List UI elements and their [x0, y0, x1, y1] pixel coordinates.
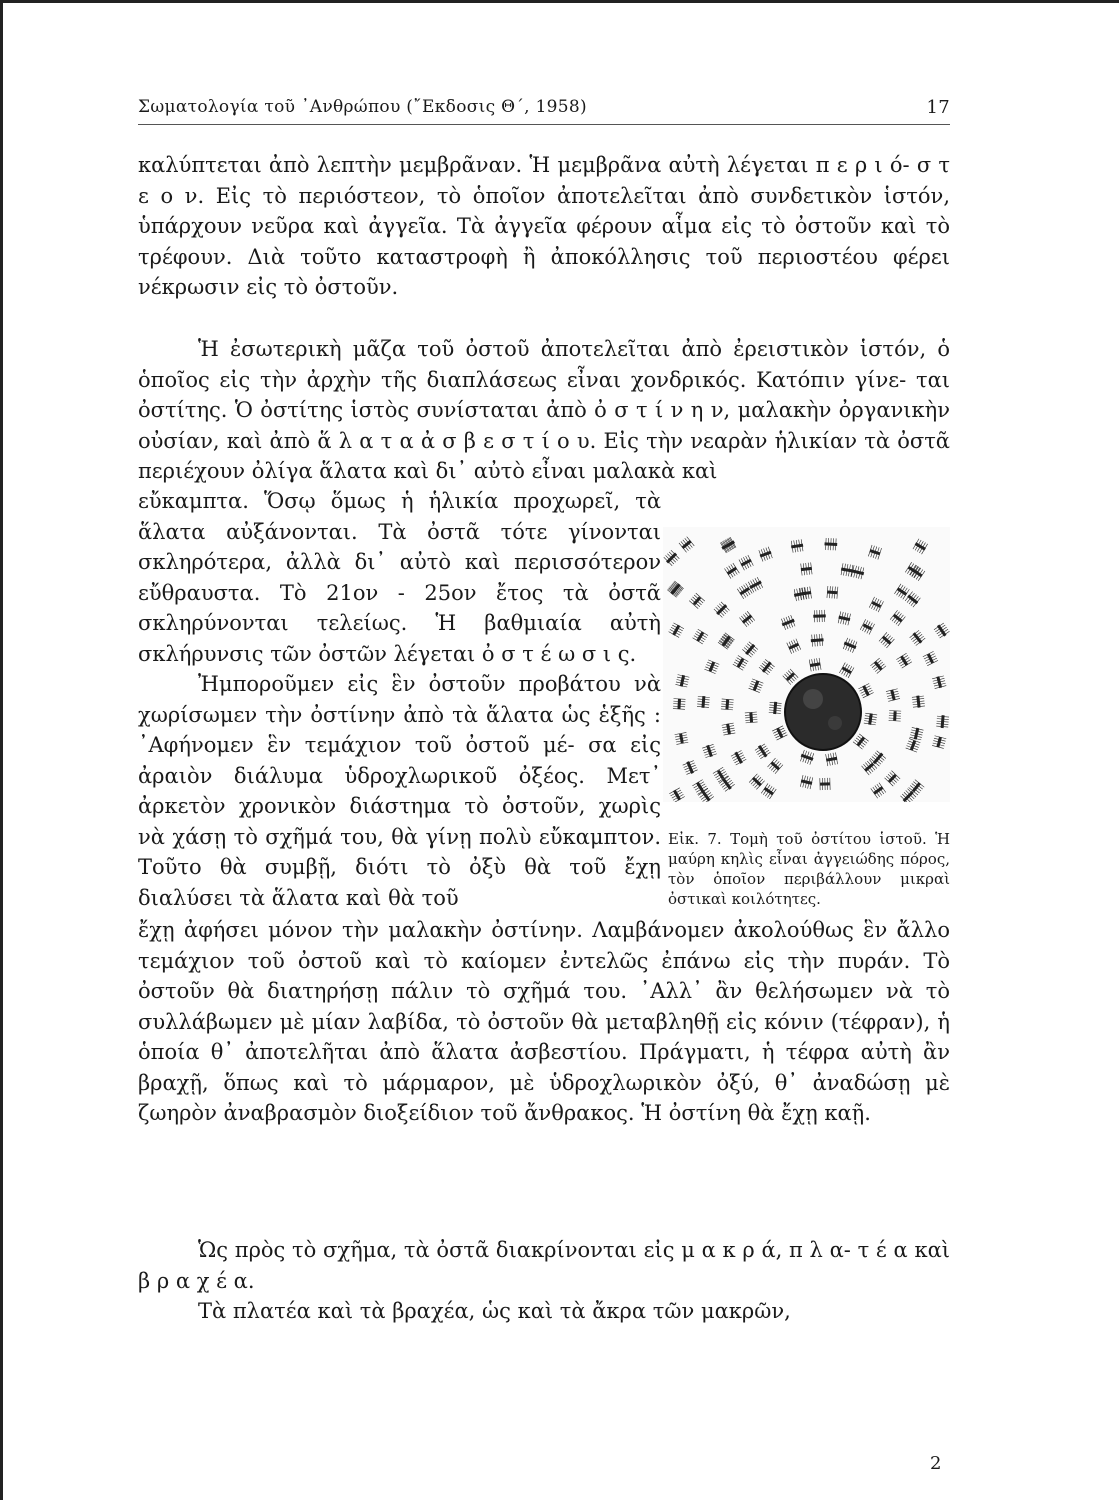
paragraph-flat-short: [138, 1296, 950, 1327]
paragraph-text: καλύπτεται ἀπὸ λεπτὴν μεμβρᾶναν. Ἡ μεμβρᾶνα αὐτὴ λέγεται π ε ρ ι ό- σ τ ε ο ν. Εἰς τὸ περιόστεον, τὸ ὁποῖον ἀποτελεῖται ἀπὸ συνδετικὸν ἱστόν, ὑπάρχουν νεῦρα καὶ ἀγγεῖα. Τὰ ἀγγεῖα φέρουν αἷμα εἰς τὸ ὀστοῦν καὶ τὸ τρέφουν. Διὰ τοῦτο καταστροφὴ ἢ ἀποκόλλησις τοῦ περιοστέου φέρει νέκρωσιν εἰς τὸ ὀστοῦν.: [138, 153, 950, 299]
paragraph-text: εὔκαμπτα. Ὅσῳ ὅμως ἡ ἡλικία προχωρεῖ, τὰ ἅλατα αὐξάνονται. Τὰ ὀστᾶ τότε γίνονται σκληρότερα, ἀλλὰ δι᾽ αὐτὸ καὶ περισσότερον εὔθραυστα. Τὸ 21ον - 25ον ἔτος τὰ ὀστᾶ σκληρύνονται τελείως. Ἡ βαθμιαία αὐτὴ σκλήρυνσις τῶν ὀστῶν λέγεται ὀ σ τ έ ω σ ι ς.: [138, 489, 661, 666]
scan-border-top: [0, 0, 1119, 3]
running-title: Σωματολογία τοῦ ᾿Ανθρώπου (῎Εκδοσις Θ΄, 1958): [138, 97, 587, 117]
paragraph-text: ἔχῃ ἀφήσει μόνον τὴν μαλακὴν ὀστίνην. Λαμβάνομεν ἀκολούθως ἓν ἄλλο τεμάχιον τοῦ ὀστοῦ καὶ τὸ καίομεν ἐντελῶς ἐπάνω εἰς τὴν πυράν. Τὸ ὀστοῦν θὰ διατηρήσῃ πάλιν τὸ σχῆμά του. ᾿Αλλ᾽ ἂν θελήσωμεν νὰ τὸ συλλάβωμεν μὲ μίαν λαβίδα, τὸ ὀστοῦν θὰ μεταβληθῇ εἰς κόνιν (τέφραν), ἡ ὁποία θ᾽ ἀποτελῆται ἀπὸ ἅλατα ἀσβεστίου. Πράγματι, ἡ τέφρα αὐτὴ ἂν βραχῇ, ὅπως καὶ τὸ μάρμαρον, μὲ ὑδροχλωρικὸν ὀξύ, θ᾽ ἀναδώσῃ μὲ ζωηρὸν ἀναβρασμὸν διοξείδιον τοῦ ἄνθρακος. Ἡ ὀστίνη θὰ ἔχῃ καῇ.: [138, 918, 950, 1125]
running-header: [138, 97, 950, 121]
paragraph-shapes: [138, 1235, 950, 1296]
paragraph-inner-mass: [138, 334, 950, 487]
page-number: 17: [926, 97, 950, 118]
scan-border-left: [0, 0, 3, 1500]
paragraph-burning: [138, 915, 950, 1129]
paragraph-experiment: Ἠμποροῦμεν εἰς ἓν ὀστοῦν προβάτου νὰ χωρίσωμεν τὴν ὀστίνην ἀπὸ τὰ ἅλατα ὡς ἑξῆς : ᾿Αφήνομεν ἓν τεμάχιον τοῦ ὀστοῦ μέ- σα εἰς ἀραιὸν διάλυμα ὑδροχλωρικοῦ ὀξέος. Μετ᾽ ἀρκετὸν χρονικὸν διάστημα τὸ ὀστοῦν, χωρὶς νὰ χάσῃ τὸ σχῆμά του, θὰ γίνῃ πολὺ εὔκαμπτον. Τοῦτο θὰ συμβῇ, διότι τὸ ὀξὺ θὰ τοῦ ἔχῃ διαλύσει τὰ ἅλατα καὶ θὰ τοῦ: [138, 672, 661, 910]
figure-caption: Εἰκ. 7. Τομὴ τοῦ ὀστίτου ἱστοῦ. Ἡ μαύρη κηλὶς εἶναι ἀγγειώδης πόρος, τὸν ὁποῖον περιβάλλουν μικραὶ ὀστικαὶ κοιλότητες.: [668, 830, 950, 908]
paragraph-text: Ἡ ἐσωτερικὴ μᾶζα τοῦ ὀστοῦ ἀποτελεῖται ἀπὸ ἐρειστικὸν ἱστόν, ὁ ὁποῖος εἰς τὴν ἀρχὴν τῆς διαπλάσεως εἶναι χονδρικός. Κατόπιν γίνε- ται ὀστίτης. Ὁ ὀστίτης ἱστὸς συνίσταται ἀπὸ ὀ σ τ ί ν η ν, μαλακὴν ὀργανικὴν οὐσίαν, καὶ ἀπὸ ἅ λ α τ α ἀ σ β ε σ τ ί ο υ. Εἰς τὴν νεαρὰν ἡλικίαν τὰ ὀστᾶ περιέχουν ὀλίγα ἅλατα καὶ δι᾽ αὐτὸ εἶναι μαλακὰ καὶ: [138, 337, 950, 483]
header-rule: [138, 124, 950, 125]
bone-tissue-figure: [663, 527, 950, 802]
paragraph-text: Τὰ πλατέα καὶ τὰ βραχέα, ὡς καὶ τὰ ἄκρα τῶν μακρῶν,: [198, 1299, 791, 1323]
vascular-canal: [785, 674, 861, 750]
paragraph-text: Ὡς πρὸς τὸ σχῆμα, τὰ ὀστᾶ διακρίνονται εἰς μ α κ ρ ά, π λ α- τ έ α καὶ β ρ α χ έ α.: [138, 1238, 950, 1293]
paragraph-periosteum: [138, 150, 950, 303]
signature-mark: 2: [930, 1453, 942, 1474]
left-column-text: [138, 486, 661, 913]
